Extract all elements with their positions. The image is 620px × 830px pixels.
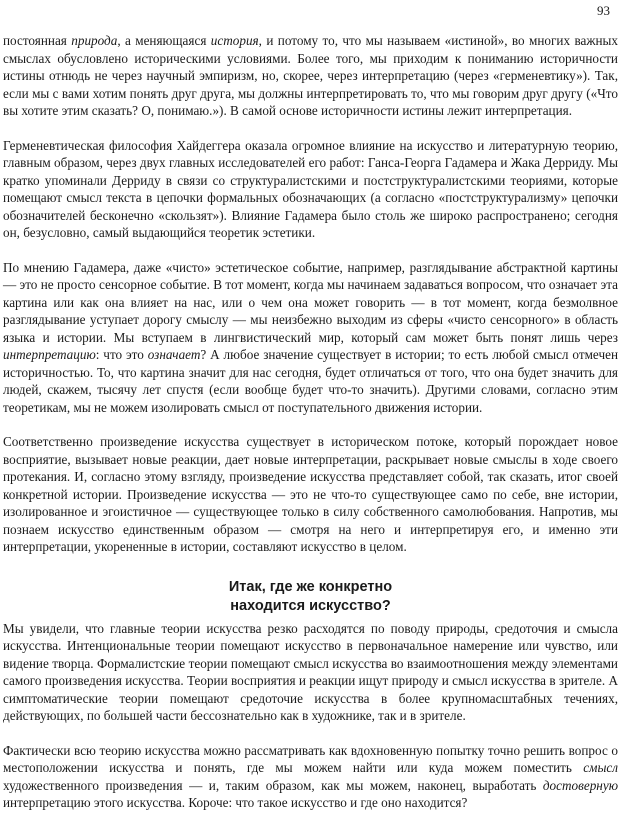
page-number: 93 bbox=[597, 3, 610, 18]
section-heading bbox=[3, 578, 618, 616]
section-heading-line-2: находится искусство? bbox=[230, 597, 391, 614]
paragraph-1: постоянная природа, а меняющаяся история, и потому то, что мы называем «истиной», во многих важных смыслах обусловлено историческими условиями. Более того, мы приходим к пониманию историчности истины отнюдь не через научный эмпиризм, но, скорее, через интерпретацию (через «герменевтику»). Так, если мы с вами хотим понять друг друга, мы должны интерпретировать то, что мы говорим друг другу («Что вы хотите этим сказать? О, понимаю.»). В самой основе историчности истины лежит интерпретация. bbox=[3, 33, 618, 118]
paragraph-3: По мнению Гадамера, даже «чисто» эстетическое событие, например, разглядывание абстрактной картины — это не просто сенсорное событие. В тот момент, когда мы начинаем задаваться вопросом, что означает эта картина или как она влияет на нас, или о чем она может говорить — в тот момент, когда безмолвное разглядывание уступает дорогу смыслу — мы неизбежно выходим из сферы «чисто сенсорного» в область языка и истории. Мы вступаем в лингвистический мир, который сам может быть понят лишь через интерпретацию: что это означает? А любое значение существует в истории; то есть любой смысл отмечен историчностью. То, что картина значит для нас сегодня, будет отличаться от того, что она будет значить для людей, скажем, тысячу лет спустя (если вообще будет что-то значить). Другими словами, согласно этим теоретикам, мы не можем изолировать смысл от поступательного движения истории. bbox=[3, 259, 619, 415]
section-heading-line-1: Итак, где же конкретно bbox=[228, 578, 393, 595]
page-content bbox=[3, 32, 618, 829]
paragraph-4: Соответственно произведение искусства существует в историческом потоке, который порождает новое восприятие, вызывает новые реакции, дает новые интерпретации, раскрывает новые смыслы в ходе своего протекания. И, согласно этому взгляду, произведение искусства представляет собой, так сказать, итог своей конкретной истории. Произведение искусства — это не что-то существующее само по себе, вне истории, изолированное и эгоистичное — существующее только в силу собственного самолюбования. Напротив, мы познаем искусство единственным образом — смотря на него и интерпретируя его, и именно эти интерпретации, укорененные в истории, составляют искусство в целом. bbox=[3, 434, 618, 554]
paragraph-5: Мы увидели, что главные теории искусства резко расходятся по поводу природы, средоточия и смысла искусства. Интенциональные теории помещают искусство в первоначальное намерение или чувство, или видение творца. Формалистские теории помещают смысл искусства во взаимоотношения между элементами самого произведения искусства. Теории восприятия и реакции ищут природу и смысл искусства в зрителе. А симптоматические теории помещают средоточие искусства в более крупномасштабных течениях, действующих, по большей части бессознательно как в художнике, так и в зрителе. bbox=[3, 620, 618, 723]
paragraph-6: Фактически всю теорию искусства можно рассматривать как вдохновенную попытку точно решить вопрос о местоположении искусства и понять, где мы можем найти или куда можем поместить смысл художественного произведения — и, таким образом, как мы можем, наконец, выработать достоверную интерпретацию этого искусства. Короче: что такое искусство и где оно находится? bbox=[3, 742, 618, 810]
paragraph-2: Герменевтическая философия Хайдеггера оказала огромное влияние на искусство и литературную теорию, главным образом, через двух главных исследователей его работ: Ганса-Георга Гадамера и Жака Дерриду. Мы кратко упоминали Дерриду в связи со структуралистскими и постструктуралистскими теориями, которые помещают смысл текста в цепочки формальных обозначающих (а согласно «постструктурализму» цепочки обозначителей бесконечно «скользят»). Влияние Гадамера было столь же широко распространено; сегодня он, безусловно, самый выдающийся теоретик эстетики. bbox=[3, 137, 618, 240]
